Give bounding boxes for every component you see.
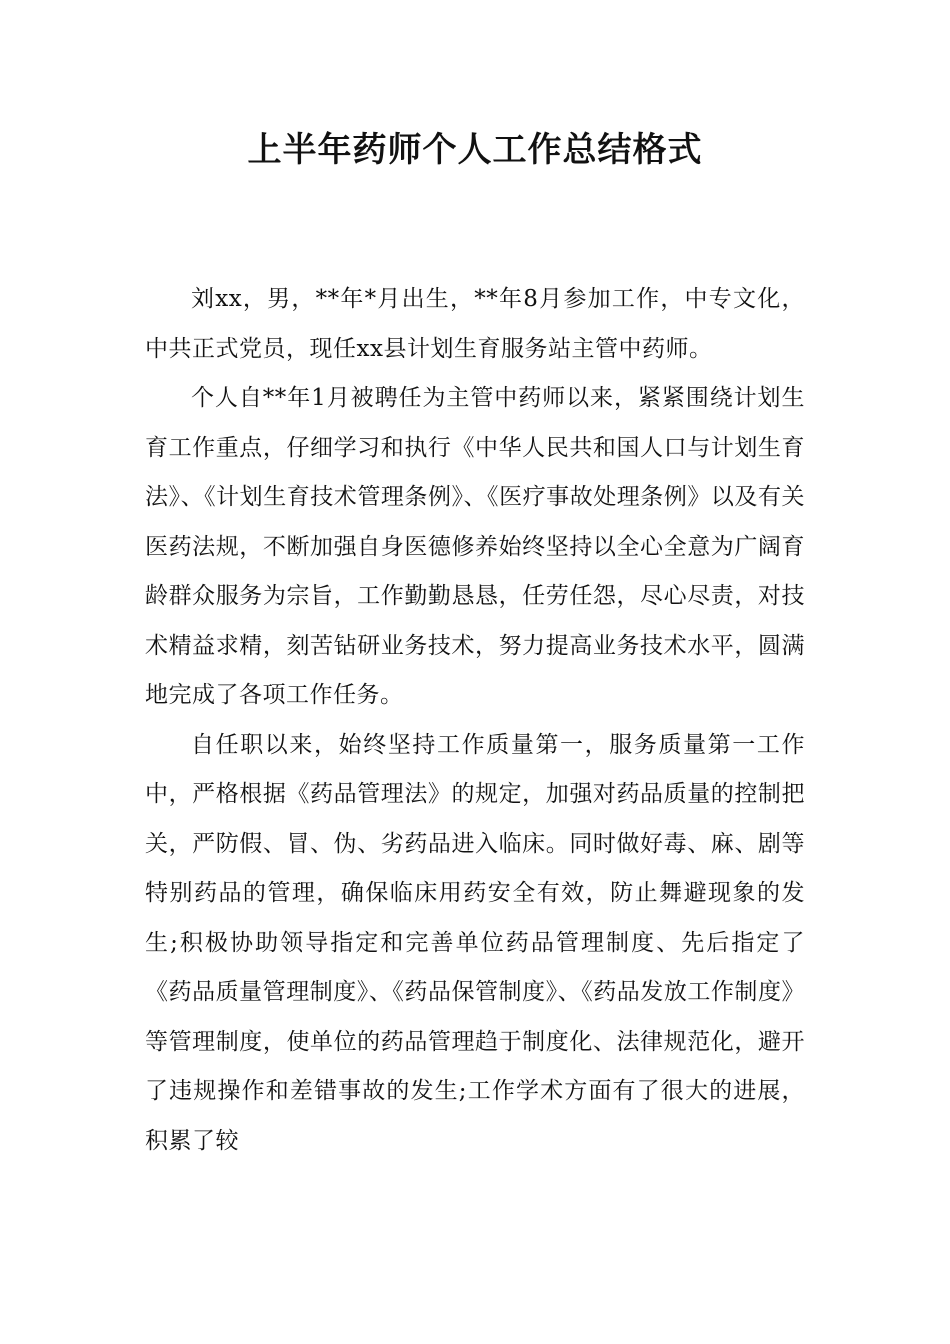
paragraph-personal-info: 刘xx，男，**年*月出生，**年8月参加工作，中专文化，中共正式党员，现任xx县计划生育服务站主管中药师。 [145, 286, 805, 362]
paragraph-work-attitude: 个人自**年1月被聘任为主管中药师以来，紧紧围绕计划生育工作重点，仔细学习和执行《中华人民共和国人口与计划生育法》、《计划生育技术管理条例》、《医疗事故处理条例》以及有关医药法规，不断加强自身医德修养始终坚持以全心全意为广阔育龄群众服务为宗旨，工作勤勤恳恳，任劳任怨，尽心尽责，对技术精益求精，刻苦钻研业务技术，努力提高业务技术水平，圆满地完成了各项工作任务。 [145, 385, 805, 708]
document-title: 上半年药师个人工作总结格式 [247, 130, 703, 170]
document-body [145, 275, 805, 1166]
paragraph-quality-management: 自任职以来，始终坚持工作质量第一，服务质量第一工作中，严格根据《药品管理法》的规定，加强对药品质量的控制把关，严防假、冒、伪、劣药品进入临床。同时做好毒、麻、剧等特别药品的管理，确保临床用药安全有效，防止舞避现象的发生;积极协助领导指定和完善单位药品管理制度、先后指定了《药品质量管理制度》、《药品保管制度》、《药品发放工作制度》等管理制度，使单位的药品管理趋于制度化、法律规范化，避开了违规操作和差错事故的发生;工作学术方面有了很大的进展，积累了较 [145, 731, 805, 1154]
